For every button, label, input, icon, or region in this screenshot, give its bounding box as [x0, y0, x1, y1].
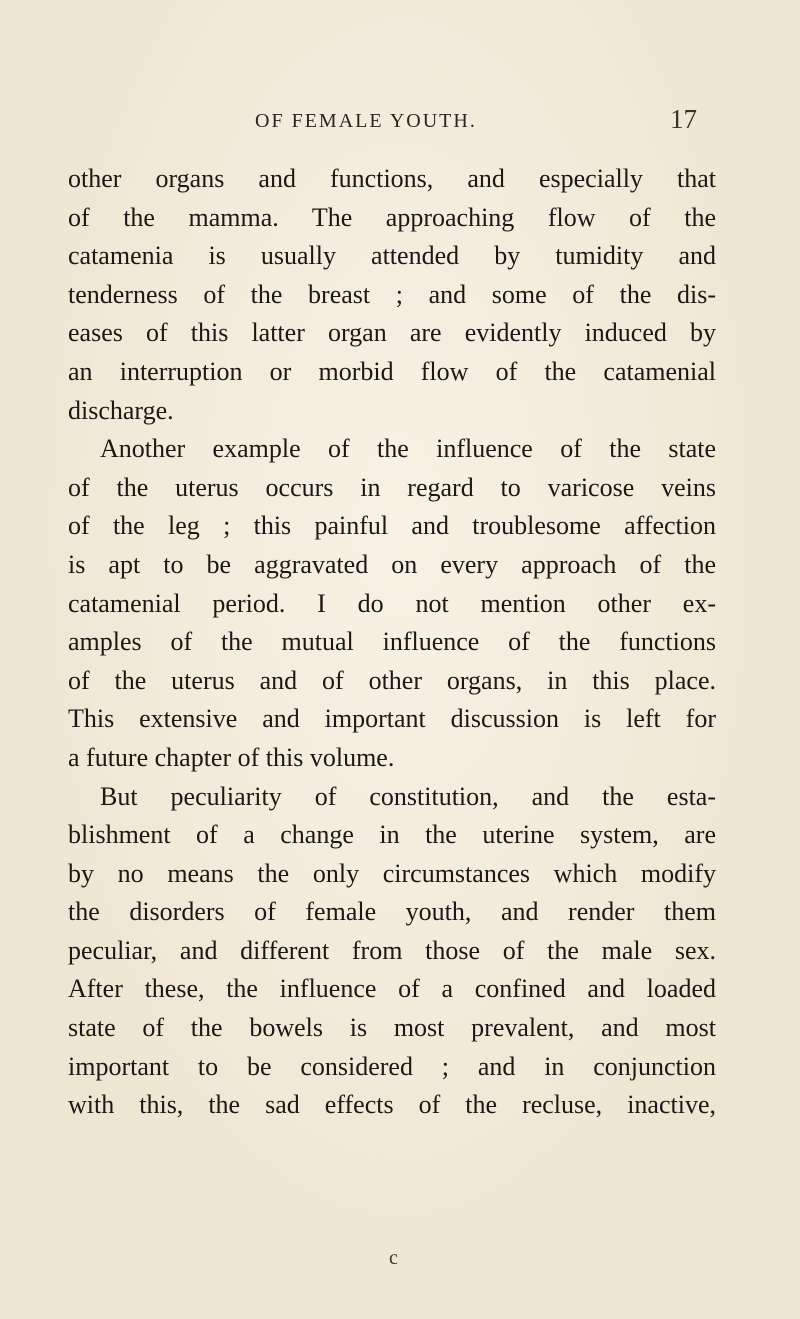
running-head-title: OF FEMALE YOUTH.	[255, 110, 477, 132]
page-number: 17	[670, 104, 697, 134]
text-line: the disorders of female youth, and render them	[68, 897, 716, 927]
text-line: Another example of the influence of the state	[100, 434, 716, 464]
text-line: by no means the only circumstances which modify	[68, 858, 716, 888]
text-line: of the uterus and of other organs, in this place.	[68, 665, 716, 695]
text-line: other organs and functions, and especially that	[68, 164, 716, 193]
text-line: catamenia is usually attended by tumidity and	[68, 241, 716, 271]
text-line: important to be considered ; and in conjunction	[68, 1051, 716, 1081]
text-line: blishment of a change in the uterine system, are	[68, 820, 716, 850]
text-line: of the leg ; this painful and troublesome affection	[68, 511, 716, 541]
text-line: discharge.	[68, 395, 174, 425]
text-line: After these, the influence of a confined and loaded	[68, 974, 716, 1004]
text-line: is apt to be aggravated on every approach of the	[68, 549, 716, 579]
text-line: of the uterus occurs in regard to varicose veins	[68, 472, 716, 502]
text-line: tenderness of the breast ; and some of the dis-	[68, 279, 716, 309]
text-line: amples of the mutual influence of the functions	[68, 627, 716, 657]
text-line: a future chapter of this volume.	[68, 742, 395, 772]
signature-mark: c	[389, 1247, 398, 1269]
text-line: This extensive and important discussion is left for	[68, 704, 716, 734]
text-line: catamenial period. I do not mention other ex-	[68, 588, 716, 618]
text-line: eases of this latter organ are evidently induced by	[68, 318, 716, 348]
text-line: But peculiarity of constitution, and the esta-	[100, 781, 716, 811]
body-text	[68, 160, 716, 1125]
text-line: of the mamma. The approaching flow of the	[68, 202, 716, 232]
text-line: an interruption or morbid flow of the catamenial	[68, 356, 716, 386]
text-line: with this, the sad effects of the recluse, inactive,	[68, 1090, 716, 1120]
running-head	[0, 106, 800, 136]
text-line: peculiar, and different from those of the male sex.	[68, 935, 716, 965]
text-line: state of the bowels is most prevalent, and most	[68, 1013, 716, 1043]
